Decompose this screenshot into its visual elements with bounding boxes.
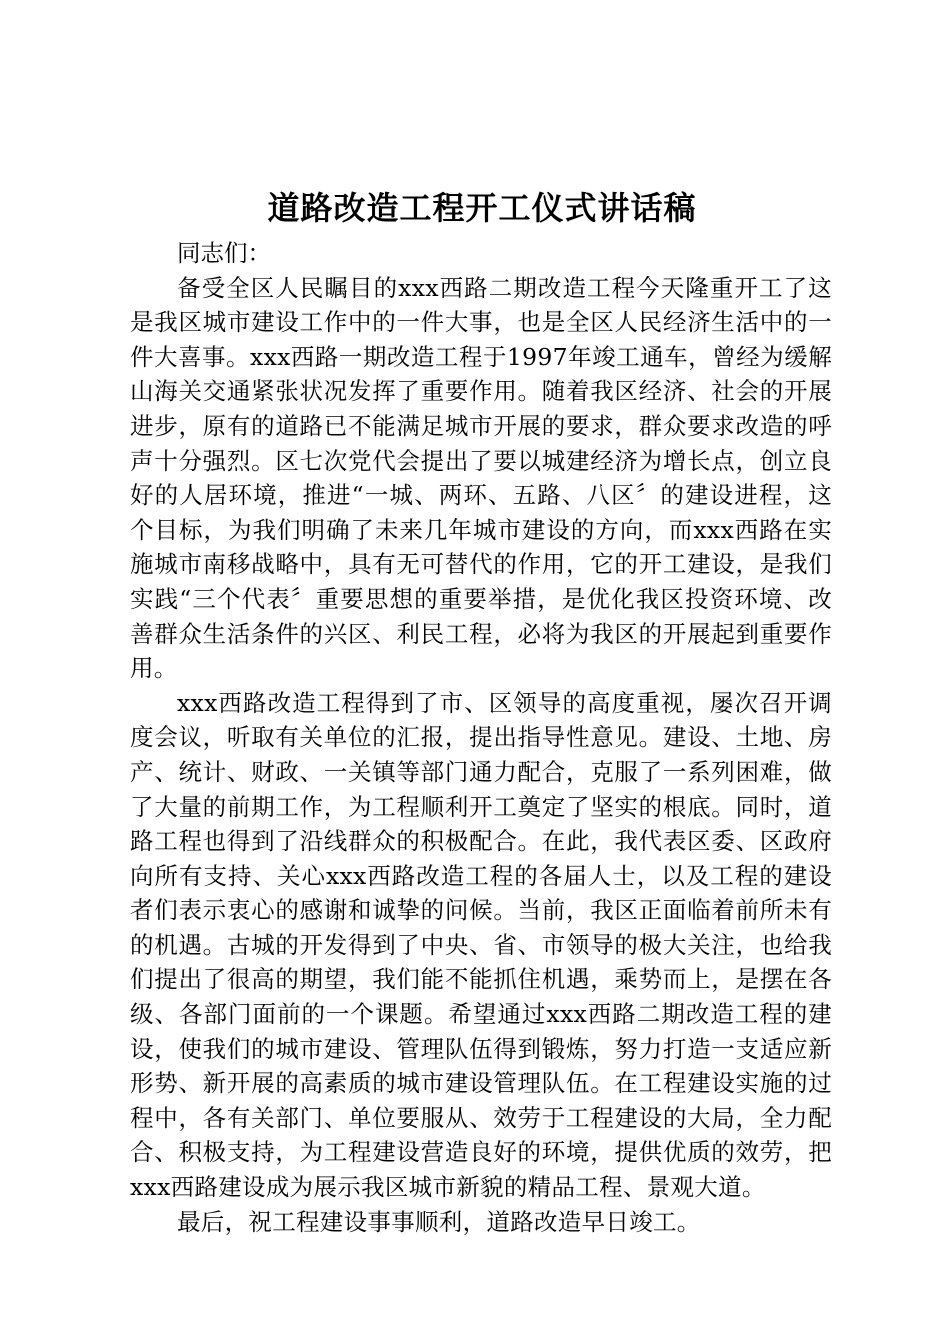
document-title: 道路改造工程开工仪式讲话稿 bbox=[267, 189, 697, 227]
paragraph-thanks: xxx西路改造工程得到了市、区领导的高度重视，屡次召开调度会议，听取有关单位的汇报，提出指导性意见。建设、土地、房产、统计、财政、一关镇等部门通力配合，克服了一系列困难，做了大量的前期工作，为工程顺利开工奠定了坚实的根底。同时，道路工程也得到了沿线群众的积极配合。在此，我代表区委、区政府向所有支持、关心xxx西路改造工程的各届人士，以及工程的建设者们表示衷心的感谢和诚挚的问候。当前，我区正面临着前所未有的机遇。古城的开发得到了中央、省、市领导的极大关注，也给我们提出了很高的期望，我们能不能抓住机遇，乘势而上，是摆在各级、各部门面前的一个课题。希望通过xxx西路二期改造工程的建设，使我们的城市建设、管理队伍得到锻炼，努力打造一支适应新形势、新开展的高素质的城市建设管理队伍。在工程建设实施的过程中，各有关部门、单位要服从、效劳于工程建设的大局，全力配合、积极支持，为工程建设营造良好的环境，提供优质的效劳，把xxx西路建设成为展示我区城市新貌的精品工程、景观大道。 bbox=[130, 688, 832, 1202]
document-page bbox=[130, 180, 832, 1239]
paragraph-opening: 备受全区人民瞩目的xxx西路二期改造工程今天隆重开工了这是我区城市建设工作中的一件大事，也是全区人民经济生活中的一件大喜事。xxx西路一期改造工程于1997年竣工通车，曾经为缓解山海关交通紧张状况发挥了重要作用。随着我区经济、社会的开展进步，原有的道路已不能满足城市开展的要求，群众要求改造的呼声十分强烈。区七次党代会提出了要以城建经济为增长点，创立良好的人居环境，推进“一城、两环、五路、八区〞的建设进程，这个目标，为我们明确了未来几年城市建设的方向，而xxx西路在实施城市南移战略中，具有无可替代的作用，它的开工建设，是我们实践“三个代表〞重要思想的重要举措，是优化我区投资环境、改善群众生活条件的兴区、利民工程，必将为我区的开展起到重要作用。 bbox=[130, 273, 832, 683]
paragraph-closing: 最后，祝工程建设事事顺利，道路改造早日竣工。 bbox=[177, 1207, 701, 1236]
salutation: 同志们： bbox=[177, 239, 271, 267]
